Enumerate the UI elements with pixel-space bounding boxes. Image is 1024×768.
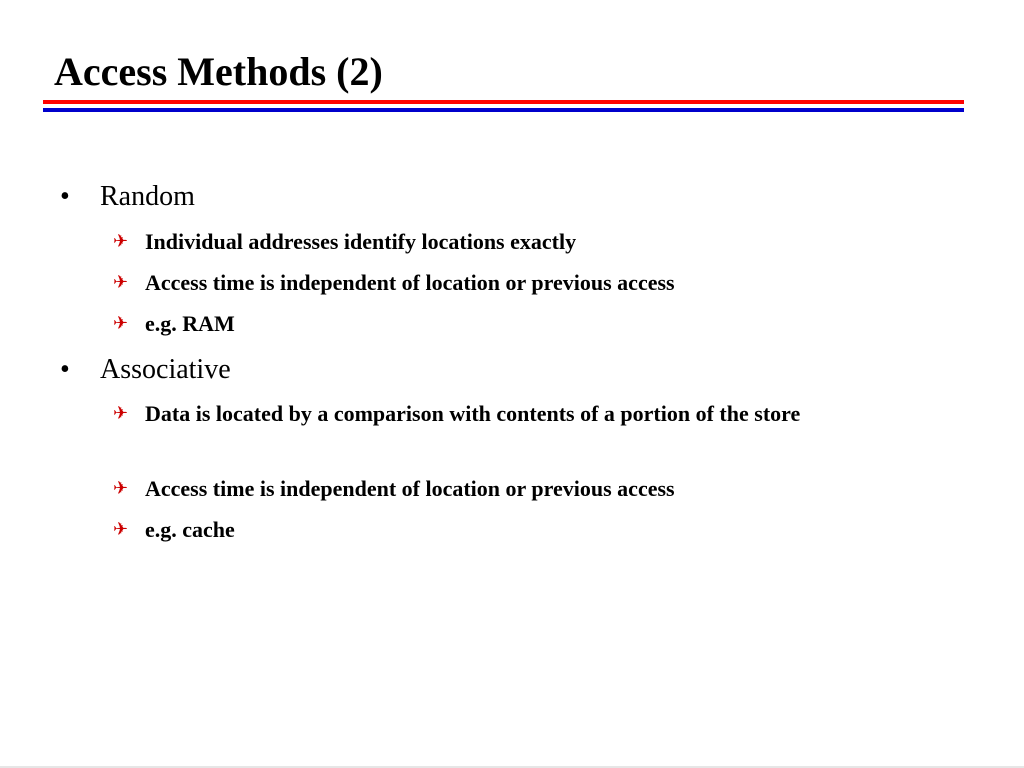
sub-bullet-text: e.g. cache xyxy=(145,517,235,542)
sub-bullet-text: Data is located by a comparison with contents of a portion of the store xyxy=(145,401,801,426)
airplane-icon: ✈ xyxy=(113,478,129,499)
sub-bullet-item xyxy=(113,266,943,300)
title-rule-red xyxy=(43,100,964,104)
sub-bullet-text: Individual addresses identify locations exactly xyxy=(145,229,577,254)
sub-bullet-item xyxy=(113,513,943,547)
bullet-label: Random xyxy=(100,181,195,212)
sub-bullet-item xyxy=(113,472,943,506)
airplane-icon: ✈ xyxy=(113,313,129,334)
sub-bullet-text: Access time is independent of location or previous access xyxy=(145,476,675,501)
slide-title: Access Methods (2) xyxy=(54,49,383,94)
sub-bullet-item xyxy=(113,225,943,259)
sub-bullet-text: Access time is independent of location or previous access xyxy=(145,270,675,295)
bullet-label: Associative xyxy=(100,354,231,385)
bullet-random xyxy=(60,181,195,213)
bullet-dot-icon: • xyxy=(60,181,70,212)
airplane-icon: ✈ xyxy=(113,519,129,540)
airplane-icon: ✈ xyxy=(113,272,129,293)
sub-bullet-item xyxy=(113,397,943,431)
sub-bullet-text: e.g. RAM xyxy=(145,311,235,336)
bullet-dot-icon: • xyxy=(60,354,70,385)
sub-bullet-item xyxy=(113,307,943,341)
airplane-icon: ✈ xyxy=(113,403,129,424)
title-rule-blue xyxy=(43,108,964,112)
bullet-associative xyxy=(60,354,231,386)
airplane-icon: ✈ xyxy=(113,231,129,252)
